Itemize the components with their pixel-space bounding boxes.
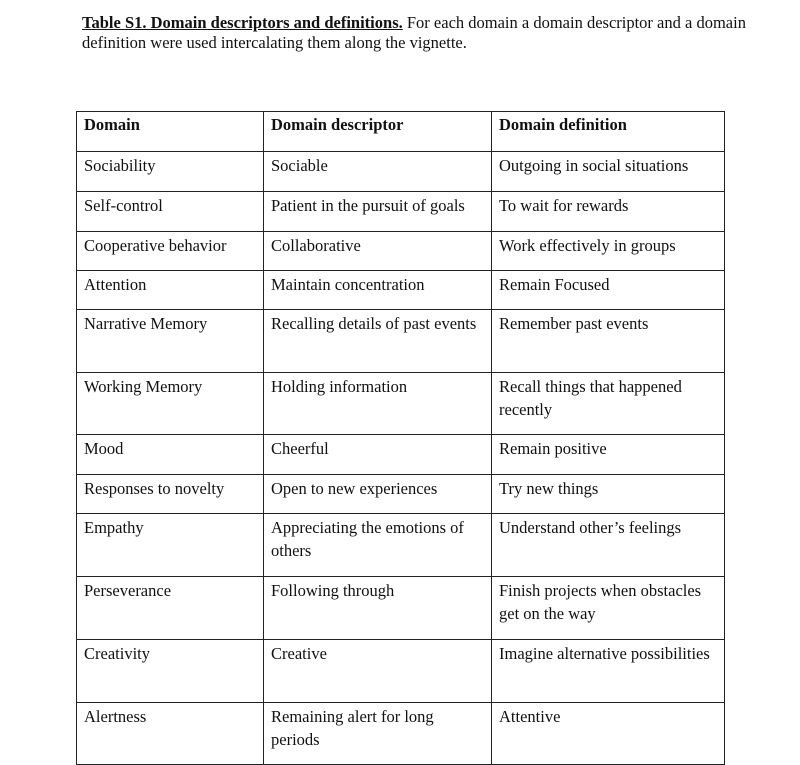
definition-cell: Attentive <box>492 703 725 765</box>
domain-cell: Mood <box>77 435 264 475</box>
domain-cell: Self-control <box>77 192 264 232</box>
definition-cell: Imagine alternative possibilities <box>492 640 725 703</box>
table-row <box>77 475 725 514</box>
domain-cell: Empathy <box>77 514 264 577</box>
domain-cell: Alertness <box>77 703 264 765</box>
domain-cell: Narrative Memory <box>77 310 264 373</box>
table-row <box>77 435 725 475</box>
definition-cell: Try new things <box>492 475 725 514</box>
table-header-row <box>77 112 725 152</box>
descriptor-cell: Collaborative <box>264 232 492 271</box>
domain-table <box>76 111 725 765</box>
definition-cell: Remember past events <box>492 310 725 373</box>
descriptor-cell: Following through <box>264 577 492 640</box>
domain-cell: Attention <box>77 271 264 310</box>
descriptor-cell: Open to new experiences <box>264 475 492 514</box>
table-row <box>77 152 725 192</box>
table-row <box>77 703 725 765</box>
domain-cell: Cooperative behavior <box>77 232 264 271</box>
table-row <box>77 232 725 271</box>
table-row <box>77 192 725 232</box>
table-row <box>77 577 725 640</box>
descriptor-cell: Appreciating the emotions of others <box>264 514 492 577</box>
descriptor-cell: Cheerful <box>264 435 492 475</box>
descriptor-cell: Patient in the pursuit of goals <box>264 192 492 232</box>
definition-cell: Outgoing in social situations <box>492 152 725 192</box>
definition-cell: Understand other’s feelings <box>492 514 725 577</box>
descriptor-cell: Remaining alert for long periods <box>264 703 492 765</box>
table-row <box>77 271 725 310</box>
table-row <box>77 310 725 373</box>
definition-cell: Remain Focused <box>492 271 725 310</box>
header-domain-descriptor: Domain descriptor <box>264 112 492 152</box>
definition-cell: Finish projects when obstacles get on the way <box>492 577 725 640</box>
caption-text: For each domain a domain descriptor and a domain definition were used intercalating them along the vignette. <box>82 13 746 52</box>
definition-cell: To wait for rewards <box>492 192 725 232</box>
definition-cell: Recall things that happened recently <box>492 373 725 435</box>
header-domain-definition: Domain definition <box>492 112 725 152</box>
caption-title: Table S1. Domain descriptors and definitions. <box>82 13 403 32</box>
descriptor-cell: Recalling details of past events <box>264 310 492 373</box>
domain-cell: Sociability <box>77 152 264 192</box>
domain-cell: Responses to novelty <box>77 475 264 514</box>
table-row <box>77 373 725 435</box>
domain-cell: Working Memory <box>77 373 264 435</box>
header-domain: Domain <box>77 112 264 152</box>
descriptor-cell: Sociable <box>264 152 492 192</box>
table-row <box>77 514 725 577</box>
domain-cell: Perseverance <box>77 577 264 640</box>
table-caption <box>82 13 762 53</box>
descriptor-cell: Holding information <box>264 373 492 435</box>
descriptor-cell: Maintain concentration <box>264 271 492 310</box>
table-row <box>77 640 725 703</box>
definition-cell: Work effectively in groups <box>492 232 725 271</box>
definition-cell: Remain positive <box>492 435 725 475</box>
domain-cell: Creativity <box>77 640 264 703</box>
descriptor-cell: Creative <box>264 640 492 703</box>
